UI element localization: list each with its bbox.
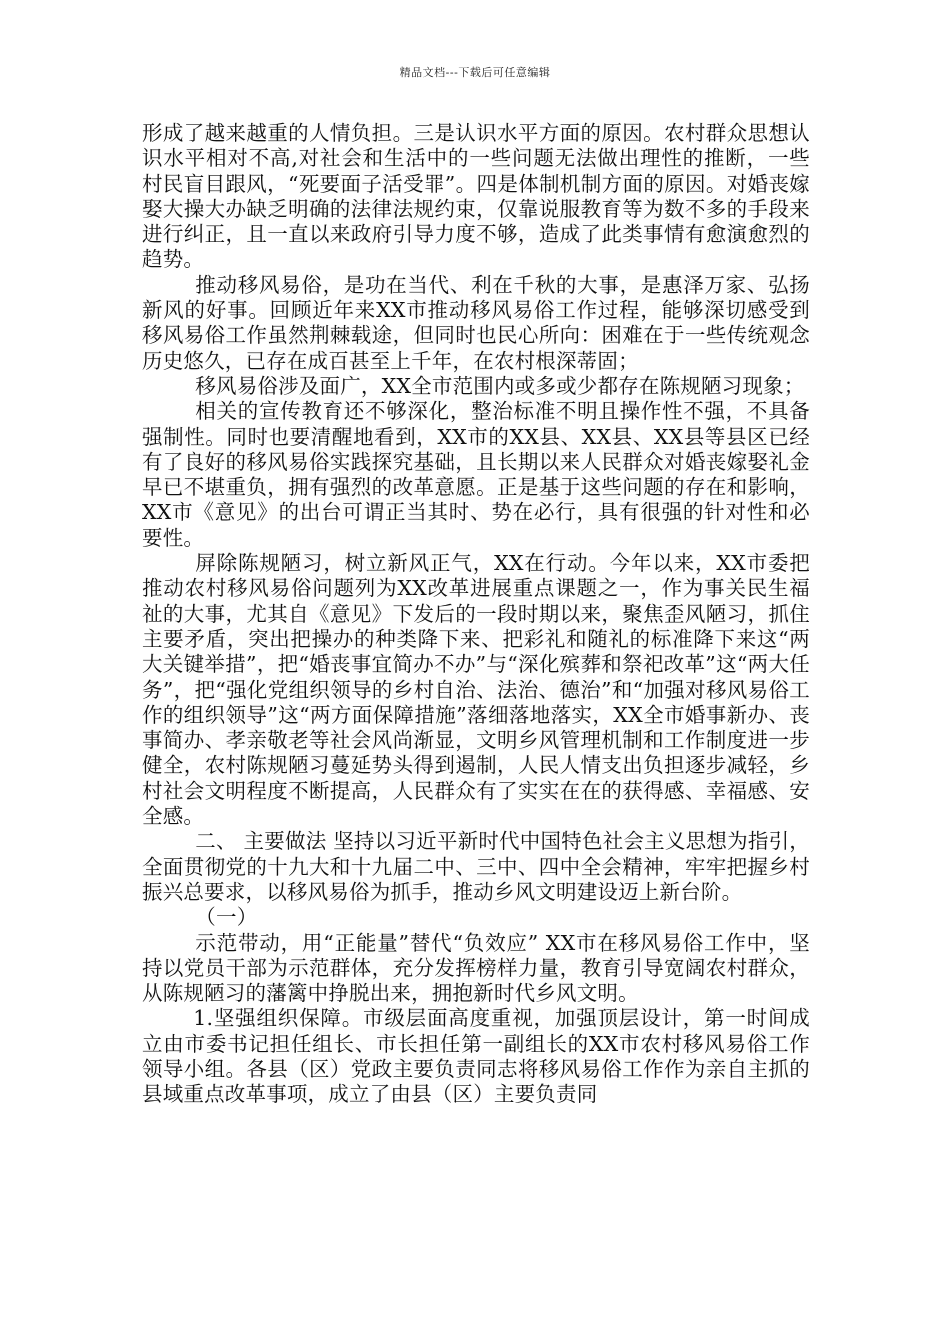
section-heading-main-practices: 二、 主要做法 坚持以习近平新时代中国特色社会主义思想为指引，全面贯彻党的十九大和十九届二中、三中、四中全会精神，牢牢把握乡村振兴总要求，以移风易俗为抓手，推动乡风文明建设迈上新台阶。 [142,829,810,904]
paragraph-publicity: 相关的宣传教育还不够深化，整治标准不明且操作性不强，不具备强制性。同时也要清醒地看到，XX市的XX县、XX县、XX县等县区已经有了良好的移风易俗实践探究基础，且长期以来人民群众对婚丧嫁娶礼金早已不堪重负，拥有强烈的改革意愿。正是基于这些问题的存在和影响，XX市《意见》的出台可谓正当其时、势在必行，具有很强的针对性和必要性。 [142,399,810,550]
paragraph-action: 屏除陈规陋习，树立新风正气，XX在行动。今年以来，XX市委把推动农村移风易俗问题列为XX改革进展重点课题之一，作为事关民生福祉的大事，尤其自《意见》下发后的一段时期以来，聚焦歪风陋习，抓住主要矛盾，突出把操办的种类降下来、把彩礼和随礼的标准降下来这“两大关键举措”，把“婚丧事宜简办不办”与“深化殡葬和祭祀改革”这“两大任务”，把“强化党组织领导的乡村自治、法治、德治”和“加强对移风易俗工作的组织领导”这“两方面保障措施”落细落地落实，XX全市婚事新办、丧事简办、孝亲敬老等社会风尚渐显，文明乡风管理机制和工作制度进一步健全，农村陈规陋习蔓延势头得到遏制，人民人情支出负担逐步减轻，乡村社会文明程度不断提高，人民群众有了实实在在的获得感、幸福感、安全感。 [142,551,810,829]
paragraph-reform-significance: 推动移风易俗，是功在当代、利在千秋的大事，是惠泽万家、弘扬新风的好事。回顾近年来XX市推动移风易俗工作过程，能够深切感受到移风易俗工作虽然荆棘载途，但同时也民心所向：困难在于一些传统观念历史悠久，已存在成百甚至上千年，在农村根深蒂固； [142,272,810,373]
paragraph-causes-continued: 形成了越来越重的人情负担。三是认识水平方面的原因。农村群众思想认识水平相对不高,对社会和生活中的一些问题无法做出理性的推断，一些村民盲目跟风，“死要面子活受罪”。四是体制机制方面的原因。对婚丧嫁娶大操大办缺乏明确的法律法规约束，仅靠说服教育等为数不多的手段来进行纠正，且一直以来政府引导力度不够，造成了此类事情有愈演愈烈的趋势。 [142,121,810,272]
paragraph-demonstration: 示范带动，用“正能量”替代“负效应” XX市在移风易俗工作中，坚持以党员干部为示范群体，充分发挥榜样力量，教育引导宽阔农村群众，从陈规陋习的藩篱中挣脱出来，拥抱新时代乡风文明。 [142,930,810,1006]
paragraph-organization: 1.坚强组织保障。市级层面高度重视，加强顶层设计，第一时间成立由市委书记担任组长、市长担任第一副组长的XX市农村移风易俗工作领导小组。各县（区）党政主要负责同志将移风易俗工作作为亲自主抓的县域重点改革事项，成立了由县（区）主要负责同 [142,1006,810,1107]
paragraph-scope: 移风易俗涉及面广，XX全市范围内或多或少都存在陈规陋习现象； [195,373,805,398]
page-header: 精品文档---下载后可任意编辑 [399,66,551,79]
document-body [142,121,810,1108]
subsection-number: （一） [195,905,258,930]
